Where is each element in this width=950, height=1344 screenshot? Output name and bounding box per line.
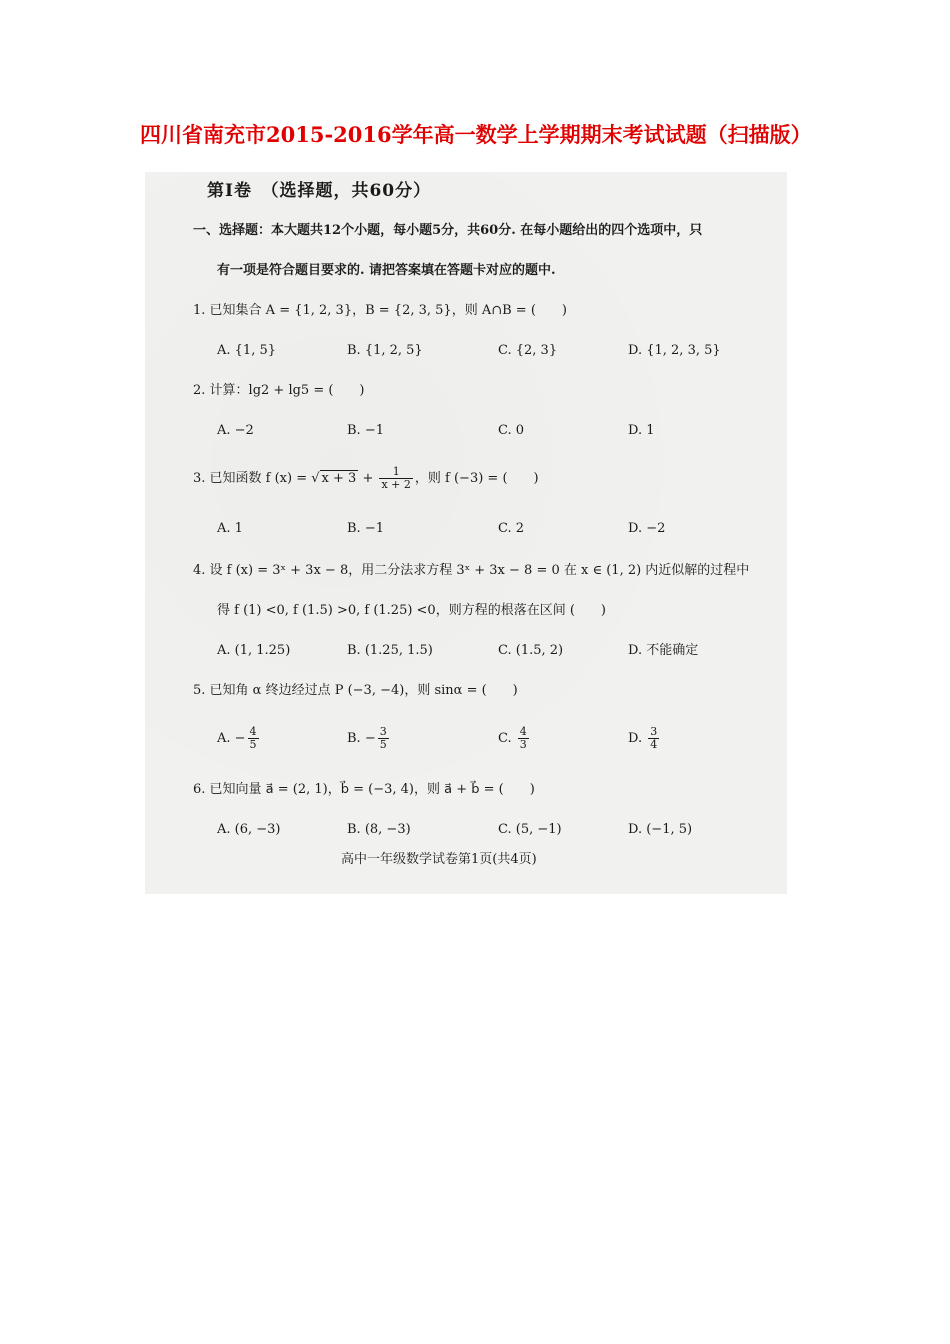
question-3-stem-suffix: ，则 f (−3) = ( ) xyxy=(414,471,539,486)
question-6-option-a: A. (6, −3) xyxy=(217,822,281,837)
question-3-option-b: B. −1 xyxy=(347,521,384,536)
question-3-option-c: C. 2 xyxy=(498,521,525,536)
section-title: 第Ⅰ卷 （选择题，共60分） xyxy=(207,181,432,201)
question-5-option-b xyxy=(347,726,391,752)
option-fraction xyxy=(248,726,259,751)
fraction-numerator: 1 xyxy=(379,466,412,479)
question-3-stem-prefix: 3. 已知函数 f (x) = xyxy=(193,471,312,486)
option-label: B. − xyxy=(347,731,376,746)
question-2-option-d: D. 1 xyxy=(628,423,655,438)
question-2-option-a: A. −2 xyxy=(217,423,254,438)
question-4-option-c: C. (1.5, 2) xyxy=(498,643,564,658)
option-label: D. xyxy=(628,731,647,746)
question-4-stem-line-2: 得 f (1) <0, f (1.5) >0, f (1.25) <0，则方程的根落在区间 ( ) xyxy=(217,603,606,618)
question-6-option-c: C. (5, −1) xyxy=(498,822,562,837)
question-3-stem-plus: + xyxy=(358,471,378,486)
question-4-option-d: D. 不能确定 xyxy=(628,643,699,658)
question-1-stem: 1. 已知集合 A = {1, 2, 3}，B = {2, 3, 5}，则 A∩B = ( ) xyxy=(193,303,567,318)
fraction-numerator: 3 xyxy=(379,725,387,738)
fraction-denominator: 5 xyxy=(379,738,387,751)
option-fraction xyxy=(648,726,659,751)
document-title: 四川省南充市2015-2016学年高一数学上学期期末考试试题（扫描版） xyxy=(140,122,812,147)
question-5-option-a xyxy=(217,726,261,752)
question-3-stem xyxy=(193,466,539,491)
instructions-line-1: 一、选择题：本大题共12个小题，每小题5分，共60分. 在每小题给出的四个选项中，只 xyxy=(193,223,703,238)
question-1-option-b: B. {1, 2, 5} xyxy=(347,343,423,358)
question-6-option-b: B. (8, −3) xyxy=(347,822,411,837)
question-4-option-a: A. (1, 1.25) xyxy=(217,643,291,658)
question-1-option-d: D. {1, 2, 3, 5} xyxy=(628,343,721,358)
option-label: C. xyxy=(498,731,516,746)
fraction-denominator: 3 xyxy=(519,738,527,751)
question-3-fraction xyxy=(379,466,412,491)
question-2-option-c: C. 0 xyxy=(498,423,525,438)
option-fraction xyxy=(378,726,389,751)
instructions-line-2: 有一项是符合题目要求的. 请把答案填在答题卡对应的题中. xyxy=(217,263,556,278)
question-6-stem: 6. 已知向量 a⃗ = (2, 1)，b⃗ = (−3, 4)，则 a⃗ + b⃗ = ( ) xyxy=(193,782,535,797)
question-6-option-d: D. (−1, 5) xyxy=(628,822,693,837)
question-3-option-d: D. −2 xyxy=(628,521,666,536)
fraction-numerator: 3 xyxy=(650,725,658,738)
question-2-stem: 2. 计算：lg2 + lg5 = ( ) xyxy=(193,383,365,398)
question-5-stem: 5. 已知角 α 终边经过点 P (−3, −4)，则 sinα = ( ) xyxy=(193,683,518,698)
fraction-denominator: 4 xyxy=(650,738,658,751)
question-1-option-c: C. {2, 3} xyxy=(498,343,558,358)
question-3-sqrt-radicand: x + 3 xyxy=(321,471,357,486)
fraction-denominator: x + 2 xyxy=(381,478,411,491)
question-4-stem: 4. 设 f (x) = 3ˣ + 3x − 8，用二分法求方程 3ˣ + 3x − 8 = 0 在 x ∈ (1, 2) 内近似解的过程中 xyxy=(193,563,750,578)
question-3-option-a: A. 1 xyxy=(217,521,243,536)
fraction-denominator: 5 xyxy=(249,738,257,751)
fraction-numerator: 4 xyxy=(519,725,527,738)
fraction-numerator: 4 xyxy=(249,725,257,738)
question-2-option-b: B. −1 xyxy=(347,423,384,438)
question-4-option-b: B. (1.25, 1.5) xyxy=(347,643,433,658)
question-1-option-a: A. {1, 5} xyxy=(217,343,277,358)
option-label: A. − xyxy=(217,731,246,746)
option-fraction xyxy=(518,726,529,751)
sqrt-symbol: √ xyxy=(311,471,320,486)
question-5-option-c xyxy=(498,726,531,752)
question-5-option-d xyxy=(628,726,661,752)
page-footer: 高中一年级数学试卷第1页(共4页) xyxy=(341,852,537,867)
